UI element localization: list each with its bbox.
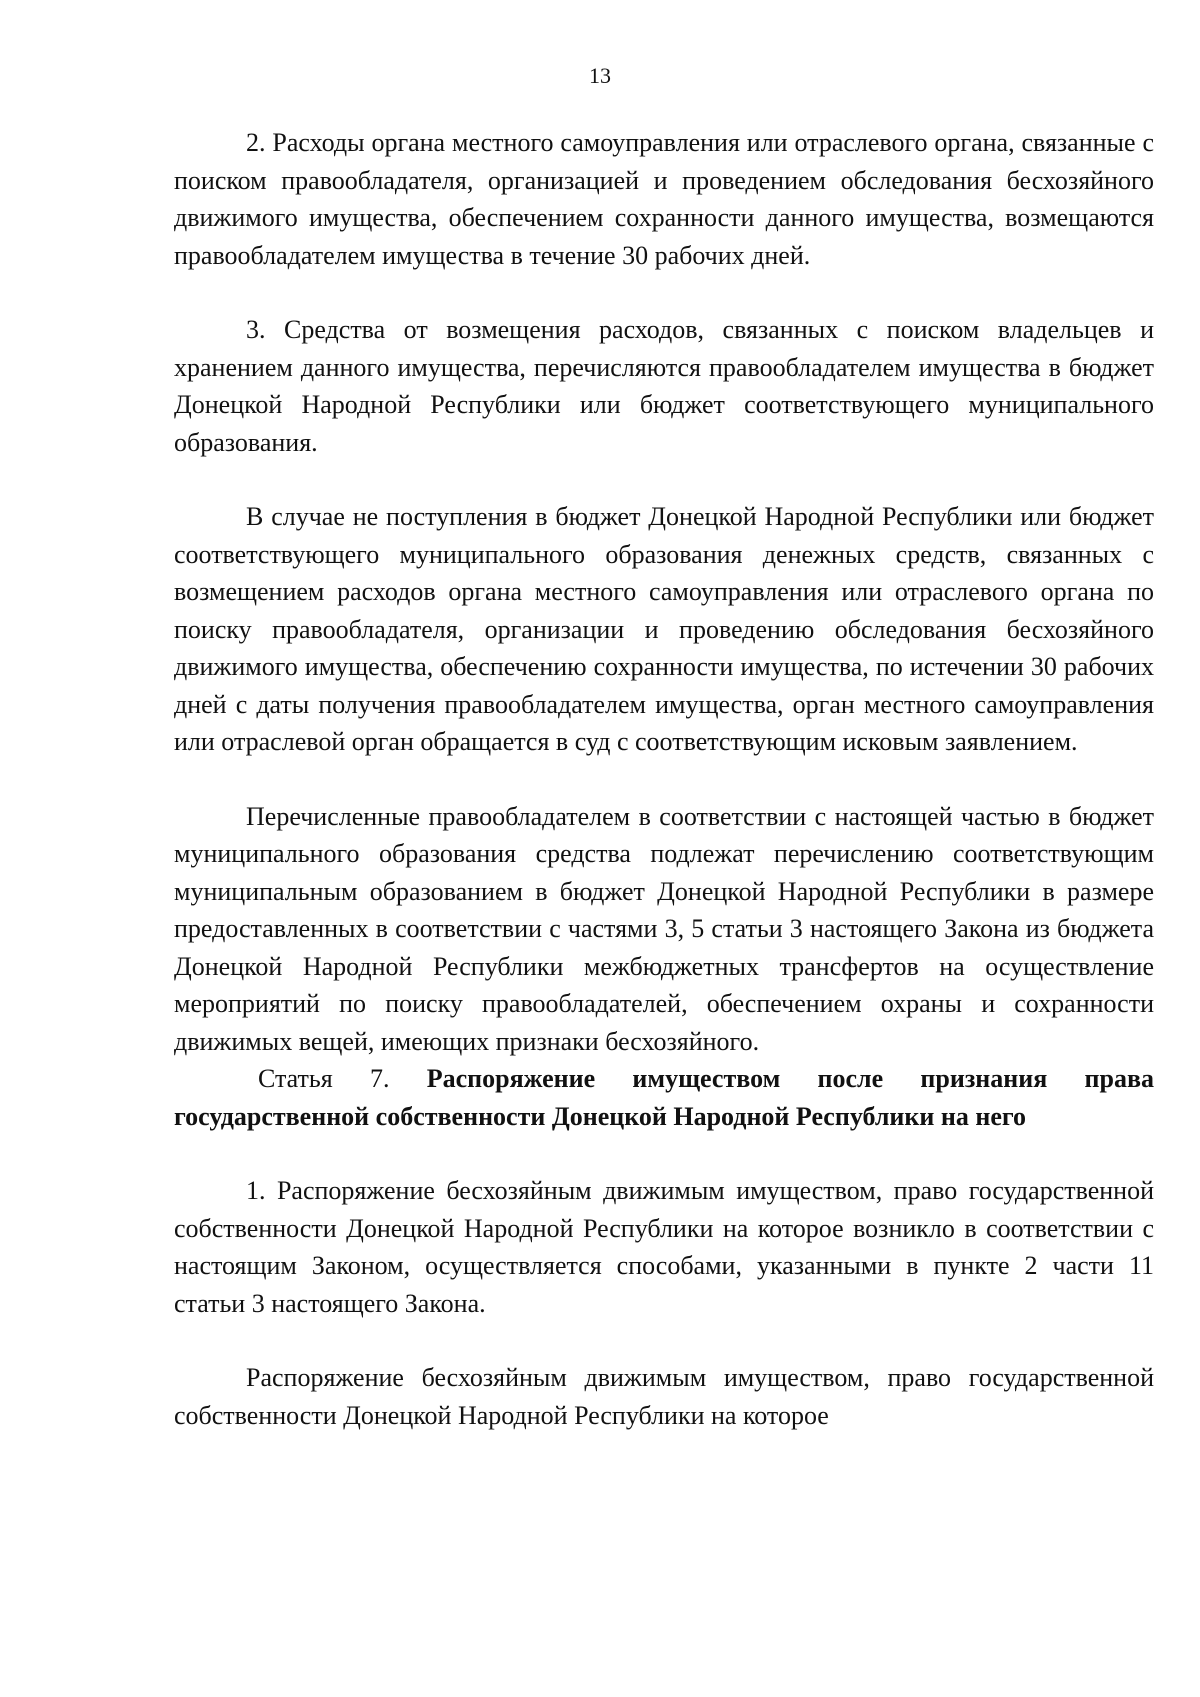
paragraph-expenses-reimbursement: 2. Расходы органа местного самоуправления или отраслевого органа, связанные с поиском правообладателя, организацией и проведением обследования бесхозяйного движимого имущества, обеспечением сохранности данного имущества, возмещаются правообладателем имущества в течение 30 рабочих дней. bbox=[174, 128, 1154, 270]
article-7-label: Статья 7. bbox=[258, 1064, 390, 1093]
article-7-paragraph-2: Распоряжение бесхозяйным движимым имуществом, право государственной собственности Донецкой Народной Республики на которое bbox=[174, 1363, 1154, 1430]
article-7-heading bbox=[174, 1060, 1154, 1135]
paragraph-funds-transfer: 3. Средства от возмещения расходов, связанных с поиском владельцев и хранением данного имущества, перечисляются правообладателем имущества в бюджет Донецкой Народной Республики или бюджет соответствующего муниципального образования. bbox=[174, 315, 1154, 457]
paragraph-municipal-transfer: Перечисленные правообладателем в соответствии с настоящей частью в бюджет муниципального образования средства подлежат перечислению соответствующим муниципальным образованием в бюджет Донецкой Народной Республики в размере предоставленных в соответствии с частями 3, 5 статьи 3 настоящего Закона из бюджета Донецкой Народной Республики межбюджетных трансфертов на осуществление мероприятий по поиску правообладателей, обеспечением охраны и сохранности движимых вещей, имеющих признаки бесхозяйного. bbox=[174, 801, 1154, 1056]
document-body bbox=[174, 124, 1154, 1434]
article-7-paragraph-1: 1. Распоряжение бесхозяйным движимым имуществом, право государственной собственности Донецкой Народной Республики на которое возникло в соответствии с настоящим Законом, осуществляется способами, указанными в пункте 2 части 11 статьи 3 настоящего Закона. bbox=[174, 1176, 1154, 1318]
article-7-title: Распоряжение имуществом после признания права государственной собственности Донецкой Народной Республики на него bbox=[174, 1064, 1155, 1131]
paragraph-non-receipt-lawsuit: В случае не поступления в бюджет Донецкой Народной Республики или бюджет соответствующего муниципального образования денежных средств, связанных с возмещением расходов органа местного самоуправления или отраслевого органа по поиску правообладателя, организации и проведению обследования бесхозяйного движимого имущества, обеспечению сохранности имущества, по истечении 30 рабочих дней с даты получения правообладателем имущества, орган местного самоуправления или отраслевой орган обращается в суд с соответствующим исковым заявлением. bbox=[174, 502, 1154, 756]
page-number: 13 bbox=[589, 63, 611, 88]
